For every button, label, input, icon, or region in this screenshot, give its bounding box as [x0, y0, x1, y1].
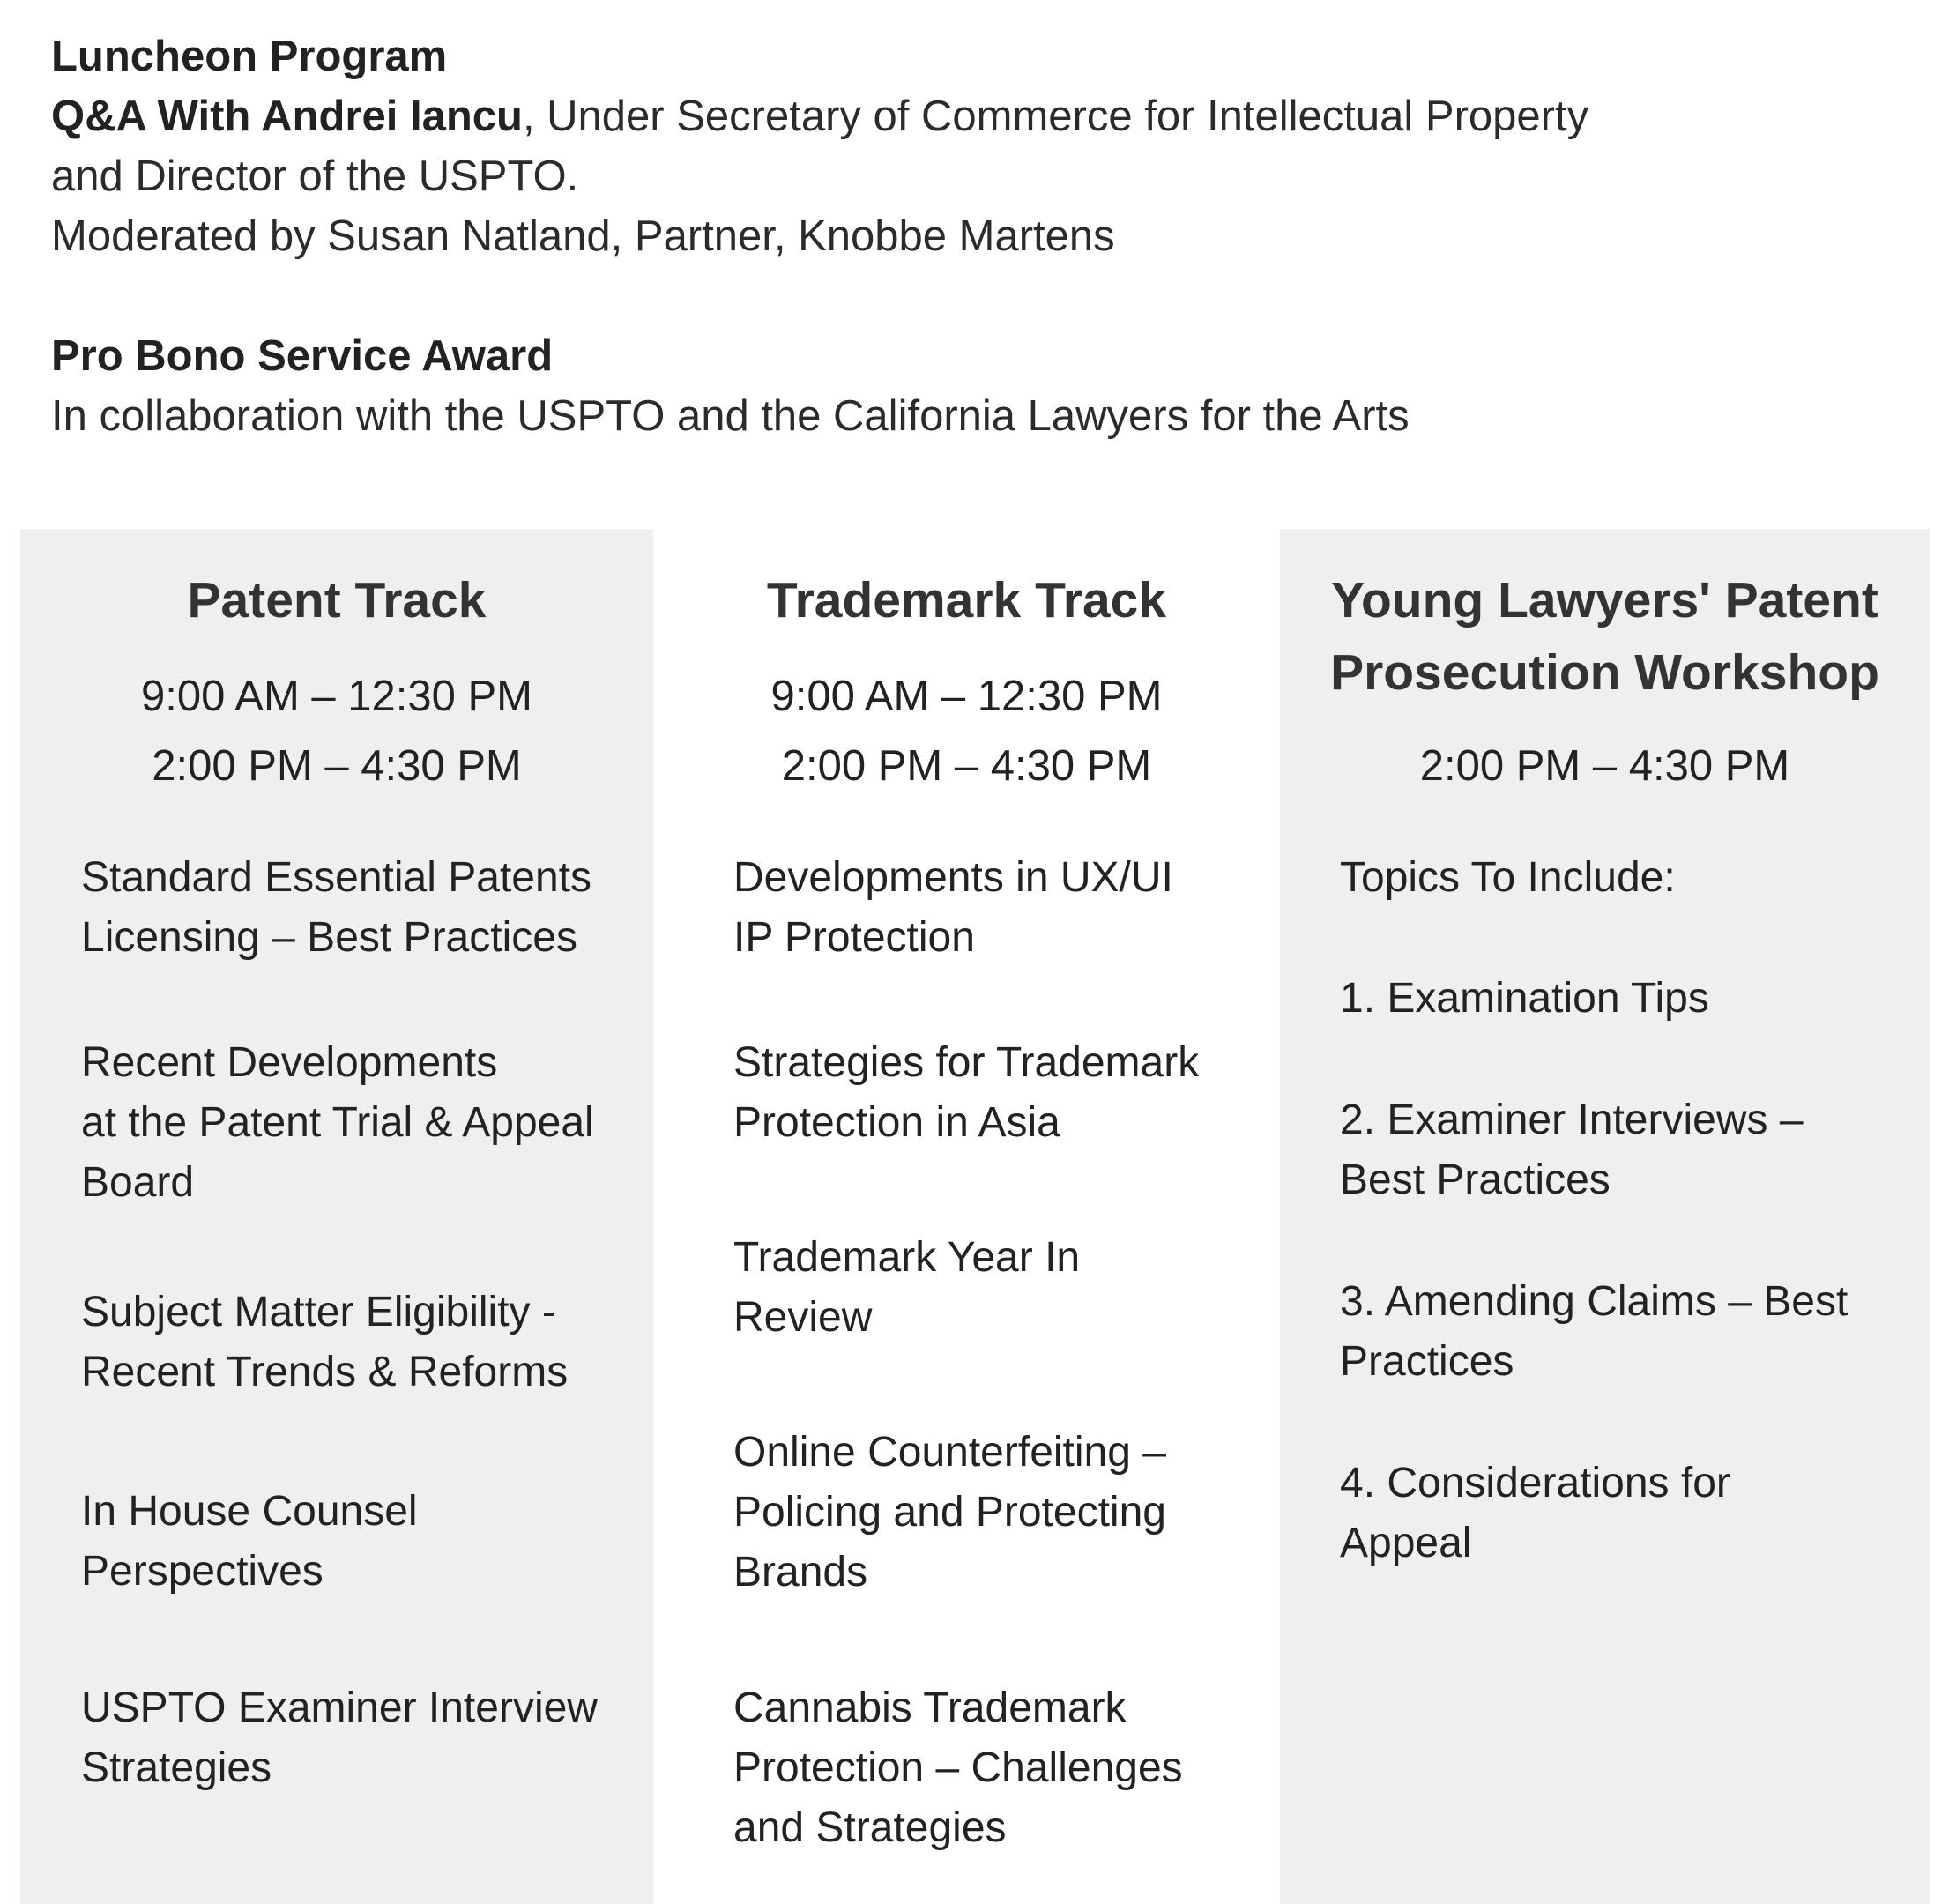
session-line: USPTO Examiner Interview	[81, 1685, 598, 1731]
session-line: Trademark Year In	[733, 1234, 1081, 1281]
track-title	[653, 564, 1280, 636]
session-line: Cannabis Trademark	[733, 1685, 1127, 1731]
session-item	[733, 1228, 1080, 1348]
session-line: Strategies	[81, 1744, 272, 1791]
session-line: Policing and Protecting	[733, 1489, 1166, 1536]
session-line: 2. Examiner Interviews –	[1340, 1097, 1804, 1143]
session-line: Review	[733, 1294, 873, 1341]
award-title: Pro Bono Service Award	[51, 332, 554, 380]
award-description: In collaboration with the USPTO and the California Lawyers for the Arts	[51, 392, 1410, 440]
session-line: Appeal	[1340, 1520, 1472, 1566]
qa-line	[51, 86, 1902, 146]
track-time: 2:00 PM – 4:30 PM	[781, 742, 1152, 790]
session-line: Strategies for Trademark	[733, 1039, 1200, 1086]
moderator-line: Moderated by Susan Natland, Partner, Knobbe Martens	[51, 212, 1115, 260]
session-item	[733, 1678, 1183, 1858]
session-line: Perspectives	[81, 1548, 324, 1595]
session-item	[81, 848, 591, 968]
session-line: Protection in Asia	[733, 1099, 1060, 1146]
session-line: In House Counsel	[81, 1488, 418, 1535]
track-title-line: Patent Track	[187, 572, 487, 628]
qa-speaker: Q&A With Andrei Iancu	[51, 93, 523, 140]
track-title-line: Prosecution Workshop	[1330, 644, 1879, 701]
track-title-line: Young Lawyers' Patent	[1331, 572, 1878, 628]
session-line: and Strategies	[733, 1804, 1007, 1851]
track-title	[20, 564, 653, 636]
topic-item	[1340, 1272, 1848, 1392]
session-line: Subject Matter Eligibility -	[81, 1289, 556, 1335]
session-line: 4. Considerations for	[1340, 1460, 1730, 1506]
track-title	[1280, 564, 1930, 636]
qa-speaker-role-line2: and Director of the USPTO.	[51, 152, 579, 200]
session-line: Recent Trends & Reforms	[81, 1349, 569, 1395]
session-item	[81, 1482, 418, 1602]
session-line: 3. Amending Claims – Best	[1340, 1278, 1849, 1325]
session-item	[733, 1423, 1166, 1603]
spacer	[51, 266, 1902, 326]
session-line: Online Counterfeiting –	[733, 1429, 1166, 1476]
session-line: Brands	[733, 1549, 868, 1595]
topic-item	[1340, 1090, 1804, 1210]
intro-section	[51, 26, 1902, 446]
session-item	[733, 848, 1173, 968]
session-item	[733, 1033, 1199, 1153]
track-time: 2:00 PM – 4:30 PM	[1419, 742, 1790, 790]
young-lawyers-workshop-column	[1280, 529, 1930, 1904]
session-item	[81, 1283, 568, 1402]
session-line: Standard Essential Patents	[81, 854, 592, 901]
track-time: 2:00 PM – 4:30 PM	[152, 742, 522, 790]
session-line: 1. Examination Tips	[1340, 975, 1709, 1022]
session-line: Topics To Include:	[1340, 854, 1676, 901]
session-line: at the Patent Trial & Appeal	[81, 1099, 594, 1146]
track-title	[1280, 636, 1930, 709]
luncheon-title: Luncheon Program	[51, 33, 448, 80]
session-item	[81, 1678, 598, 1798]
track-time: 9:00 AM – 12:30 PM	[141, 673, 532, 720]
session-item	[81, 1033, 594, 1213]
session-line: Protection – Challenges	[733, 1744, 1183, 1791]
topic-item	[1340, 1454, 1730, 1573]
topic-item	[1340, 969, 1709, 1029]
session-line: Board	[81, 1159, 195, 1206]
topics-heading	[1340, 848, 1676, 908]
patent-track-column	[20, 529, 653, 1904]
session-line: Practices	[1340, 1338, 1514, 1385]
trademark-track-column	[653, 529, 1280, 1904]
session-line: Recent Developments	[81, 1039, 498, 1086]
session-line: IP Protection	[733, 914, 975, 961]
session-line: Developments in UX/UI	[733, 854, 1173, 901]
track-title-line: Trademark Track	[766, 572, 1167, 628]
qa-speaker-role: , Under Secretary of Commerce for Intellectual Property	[522, 93, 1589, 140]
track-time: 9:00 AM – 12:30 PM	[770, 673, 1163, 720]
session-line: Licensing – Best Practices	[81, 914, 577, 961]
session-line: Best Practices	[1340, 1157, 1611, 1203]
